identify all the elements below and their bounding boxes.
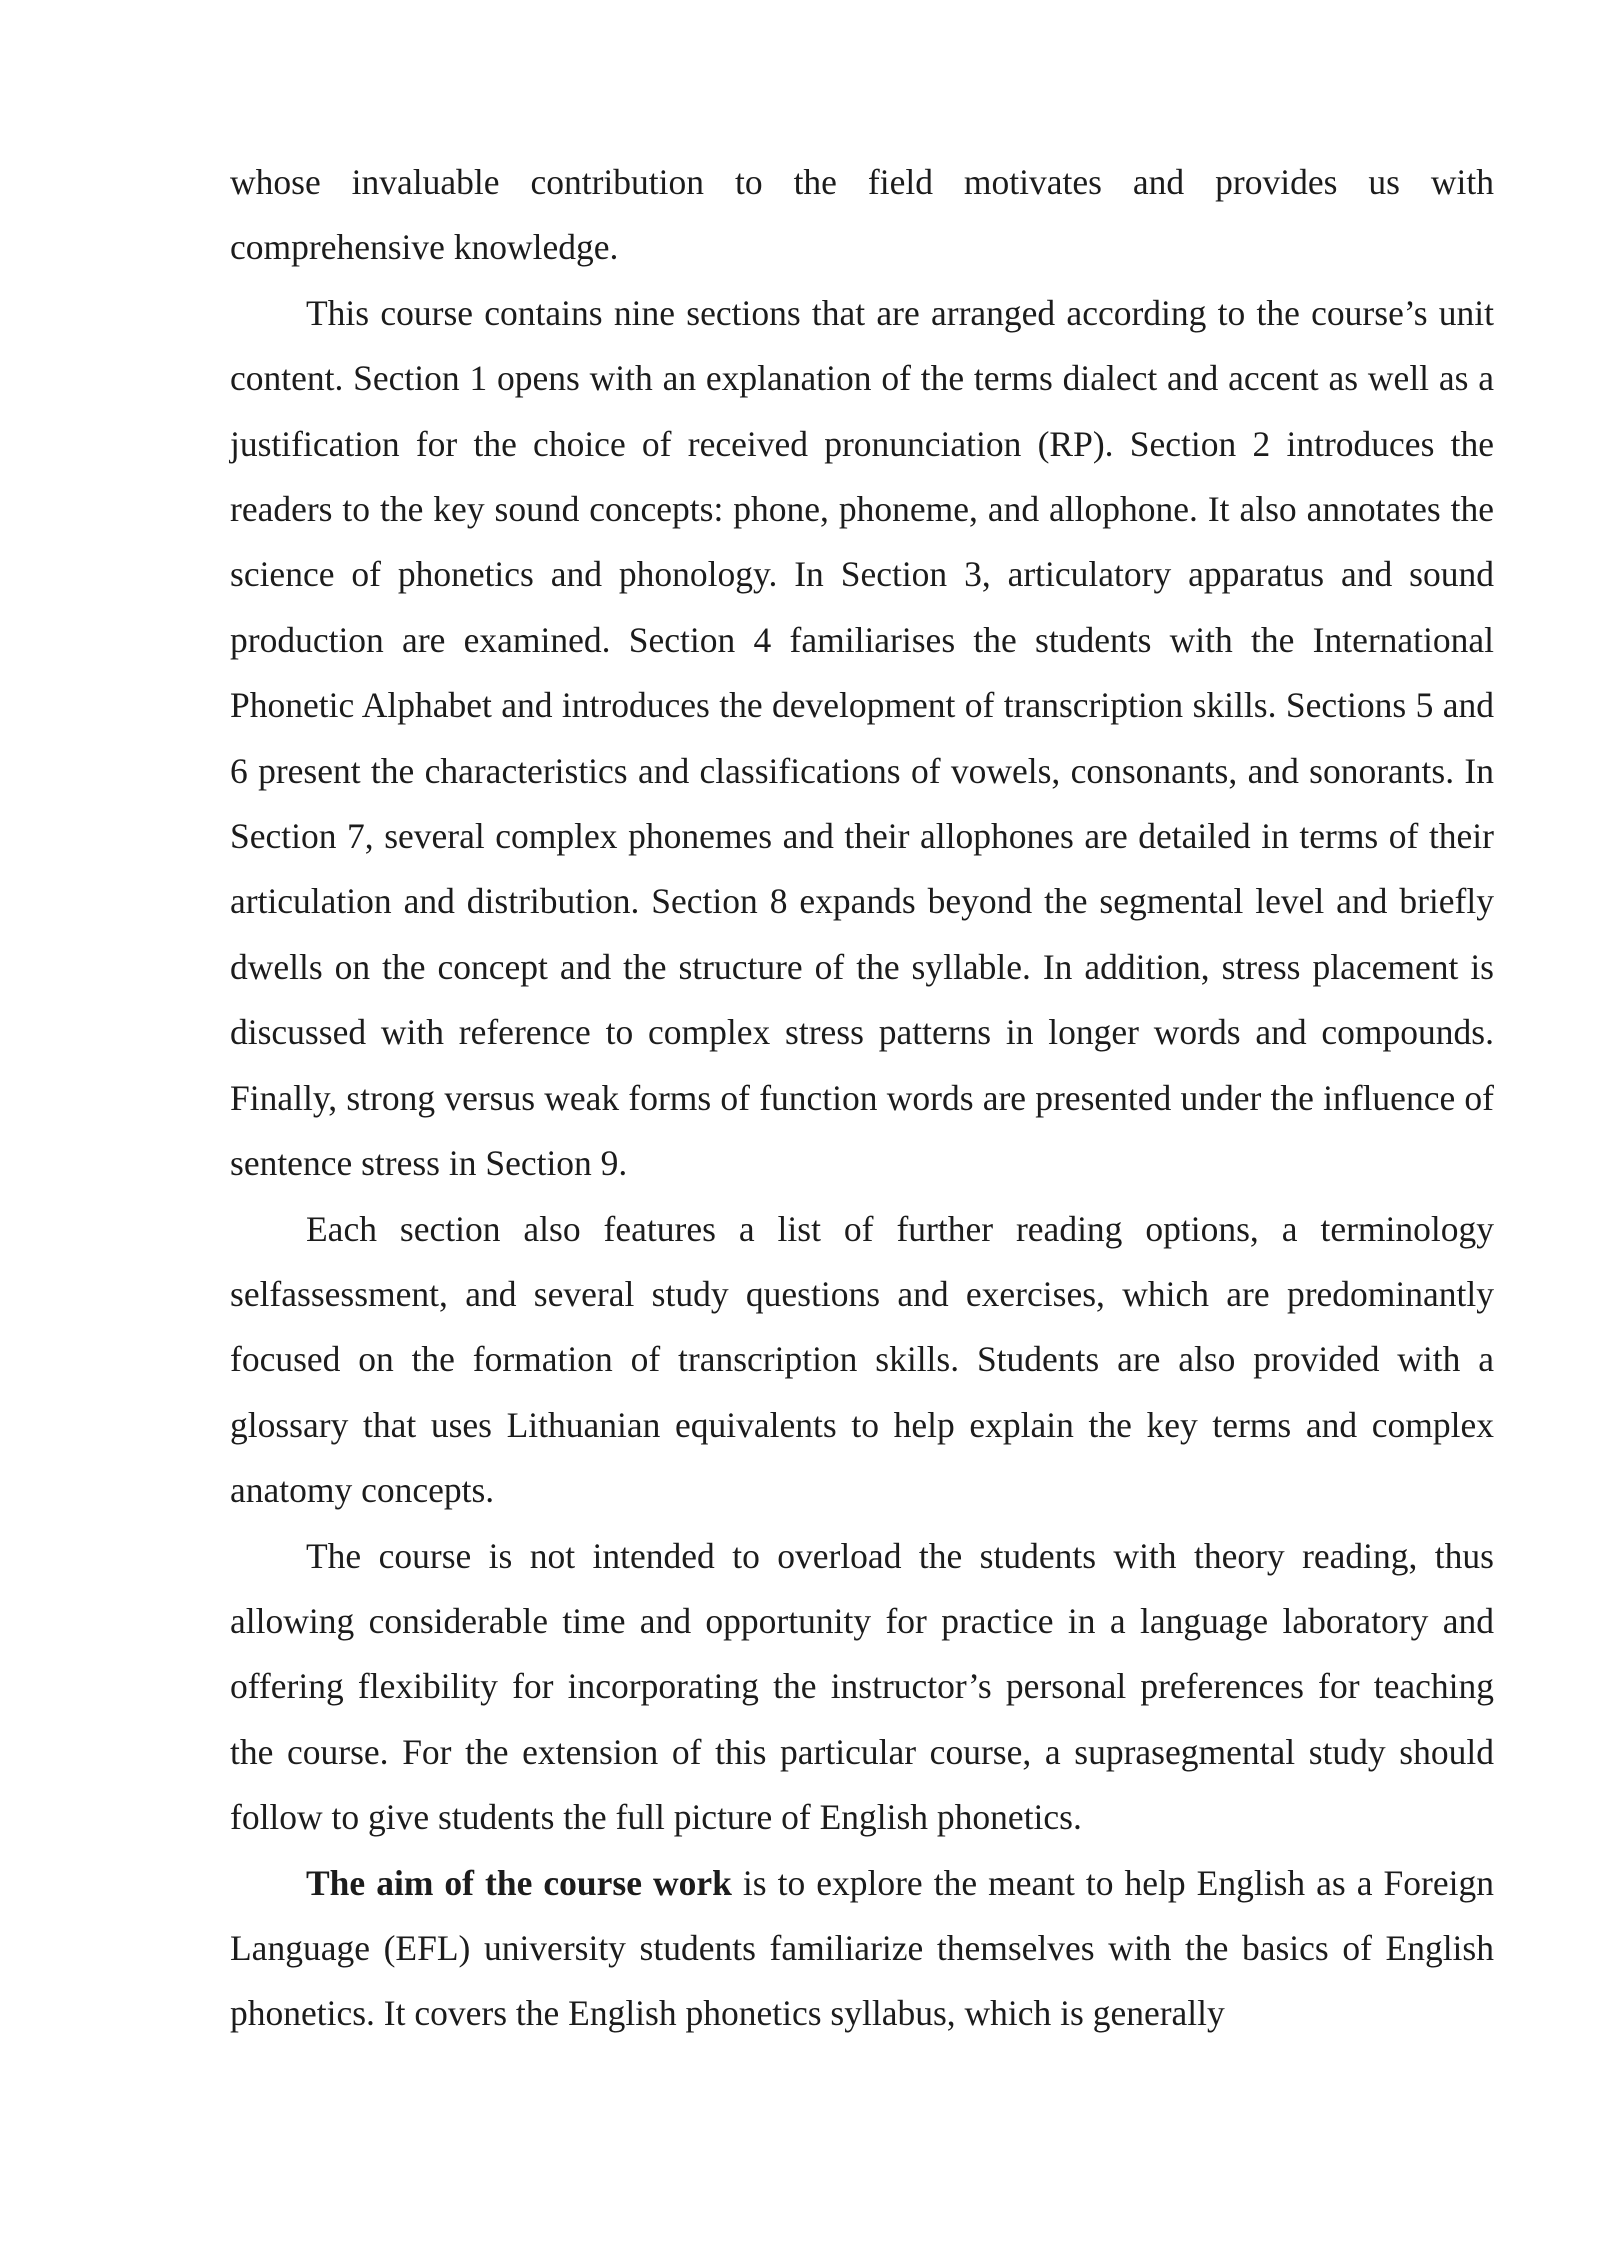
document-page (230, 150, 1494, 2047)
paragraph-course-aim (230, 1851, 1494, 2047)
aim-text: is to explore the meant to help English as a Foreign Language (EFL) university students familiarize themselves with the basics of English phonetics. It covers the English phonetics syllabus, which is generally (230, 1862, 1494, 2034)
paragraph-course-intent: The course is not intended to overload the students with theory reading, thus allowing considerable time and opportunity for practice in a language laboratory and offering flexibility for incorporating the instructor’s personal preferences for teaching the course. For the extension of this particular course, a suprasegmental study should follow to give students the full picture of English phonetics. (230, 1535, 1494, 1838)
aim-bold-lead: The aim of the course work (306, 1862, 732, 1903)
paragraph-course-sections: This course contains nine sections that are arranged according to the course’s unit content. Section 1 opens with an explanation of the terms dialect and accent as well as a justification for the choice of received pronunciation (RP). Section 2 introduces the readers to the key sound concepts: phone, phoneme, and allophone. It also annotates the science of phonetics and phonology. In Section 3, articulatory apparatus and sound production are examined. Section 4 familiarises the students with the International Phonetic Alphabet and introduces the development of transcription skills. Sections 5 and 6 present the characteristics and classifications of vowels, consonants, and sonorants. In Section 7, several complex phonemes and their allophones are detailed in terms of their articulation and distribution. Section 8 expands beyond the segmental level and briefly dwells on the concept and the structure of the syllable. In addition, stress placement is discussed with reference to complex stress patterns in longer words and compounds. Finally, strong versus weak forms of function words are presented under the influence of sentence stress in Section 9. (230, 292, 1494, 1184)
paragraph-section-features: Each section also features a list of further reading options, a terminology selfassessment, and several study questions and exercises, which are predominantly focused on the formation of transcription skills. Students are also provided with a glossary that uses Lithuanian equivalents to help explain the key terms and complex anatomy concepts. (230, 1208, 1494, 1511)
paragraph-continuation: whose invaluable contribution to the field motivates and provides us with comprehensive knowledge. (230, 162, 1494, 268)
